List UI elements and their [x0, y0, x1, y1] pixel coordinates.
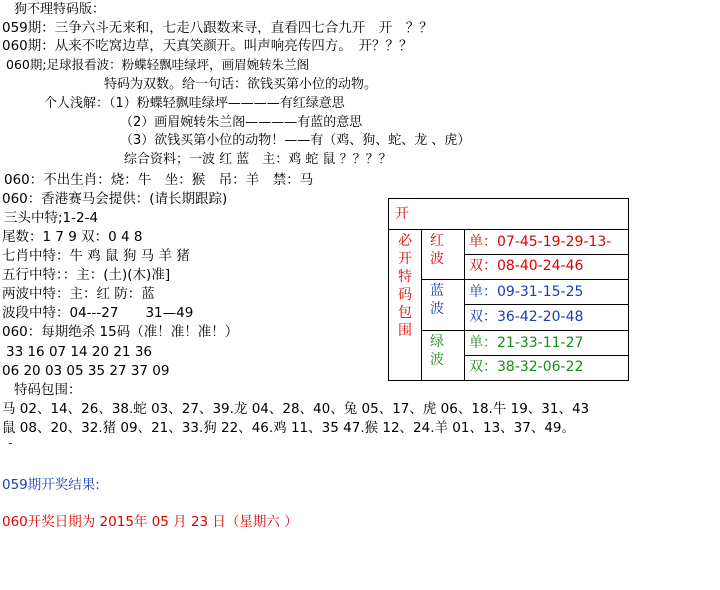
line-title: 狗不理特码版：	[14, 2, 106, 17]
box-header	[389, 199, 628, 230]
red-even-row: 双：08-40-24-46	[469, 258, 584, 274]
group-green-wave	[422, 331, 628, 380]
line-zodiac-numbers-2: 鼠 08、20、32.猪 09、21、33.狗 22、46.鸡 11、35 47.猴 12、24.羊 01、13、37、49。	[2, 420, 576, 436]
line-numbers-1: 33 16 07 14 20 21 36	[6, 344, 152, 360]
line-wave-range: 波段中特：04---27 31—49	[2, 305, 194, 321]
line-explain-1: 个人浅解：（1）粉蝶轻飘哇绿坪————有红绿意思	[44, 96, 345, 111]
line-football: 060期;足球报看波：粉蝶轻飘哇绿坪，画眉婉转朱兰阁	[6, 57, 310, 72]
line-tail-numbers: 尾数：1 7 9 双：0 4 8	[2, 229, 143, 245]
line-059-result: 059期开奖结果:	[2, 477, 100, 493]
blue-even-row: 双：36-42-20-48	[469, 309, 584, 325]
green-even-row: 双：38-32-06-22	[469, 359, 584, 375]
line-zodiac-numbers-1: 马 02、14、26、38.蛇 03、27、39.龙 04、28、40、兔 05、17、虎 06、18.牛 19、31、43	[2, 401, 590, 417]
line-numbers-2: 06 20 03 05 35 27 37 09	[2, 363, 170, 379]
special-code-box	[388, 198, 629, 381]
blue-odd-row: 单：09-31-15-25	[465, 280, 628, 305]
line-even: 特码为双数。给一句话：欲钱买第小位的动物。	[104, 77, 378, 92]
group-blue-wave	[422, 280, 628, 331]
line-060-riddle: 060期：从来不吃窝边草，天真笑颜开。叫声响亮传四方。 开？？？	[2, 38, 413, 54]
line-special-surround: 特码包围：	[14, 382, 82, 398]
group-label-green: 绿波	[430, 334, 444, 368]
line-seven-zodiac: 七肖中特：牛 鸡 鼠 狗 马 羊 猪	[2, 248, 190, 264]
line-059: 059期：三争六斗无来和，七走八跟数来寻，直看四七合九开 开 ？？	[2, 20, 433, 36]
line-three-heads: 三头中特;1-2-4	[4, 210, 99, 226]
line-two-waves: 两波中特：主：红 防：蓝	[2, 286, 155, 302]
red-odd-row: 单：07-45-19-29-13-	[465, 230, 628, 255]
box-vertical-column	[389, 230, 422, 380]
line-five-elements: 五行中特：：主：(土)(木)准]	[2, 267, 171, 283]
group-label-blue: 蓝波	[430, 283, 444, 317]
line-060-date: 060开奖日期为 2015年 05 月 23 日（星期六 ）	[2, 514, 298, 530]
box-header-label: 开	[395, 206, 409, 222]
box-vertical-label: 必开特码包围	[398, 233, 412, 339]
group-red-wave	[422, 230, 628, 280]
line-zodiac-excluded: 060：不出生肖：烧：牛 坐：猴 吊：羊 禁：马	[4, 172, 314, 188]
line-explain-2: （2）画眉婉转朱兰阁————有蓝的意思	[120, 115, 363, 130]
line-summary: 综合资料；一波 红 蓝 主：鸡 蛇 鼠 ？？？？	[124, 152, 392, 167]
green-odd-row: 单：21-33-11-27	[465, 331, 628, 356]
line-explain-3: （3）欲钱买第小位的动物！——有（鸡、狗、蛇、龙 、虎）	[120, 133, 471, 148]
line-hk-jockey: 060：香港赛马会提供：(请长期跟踪)	[2, 191, 228, 207]
line-dash: -	[8, 436, 13, 451]
group-label-red: 红波	[430, 233, 444, 267]
line-kill-15: 060：每期绝杀 15码（准！准！准！）	[2, 324, 239, 340]
